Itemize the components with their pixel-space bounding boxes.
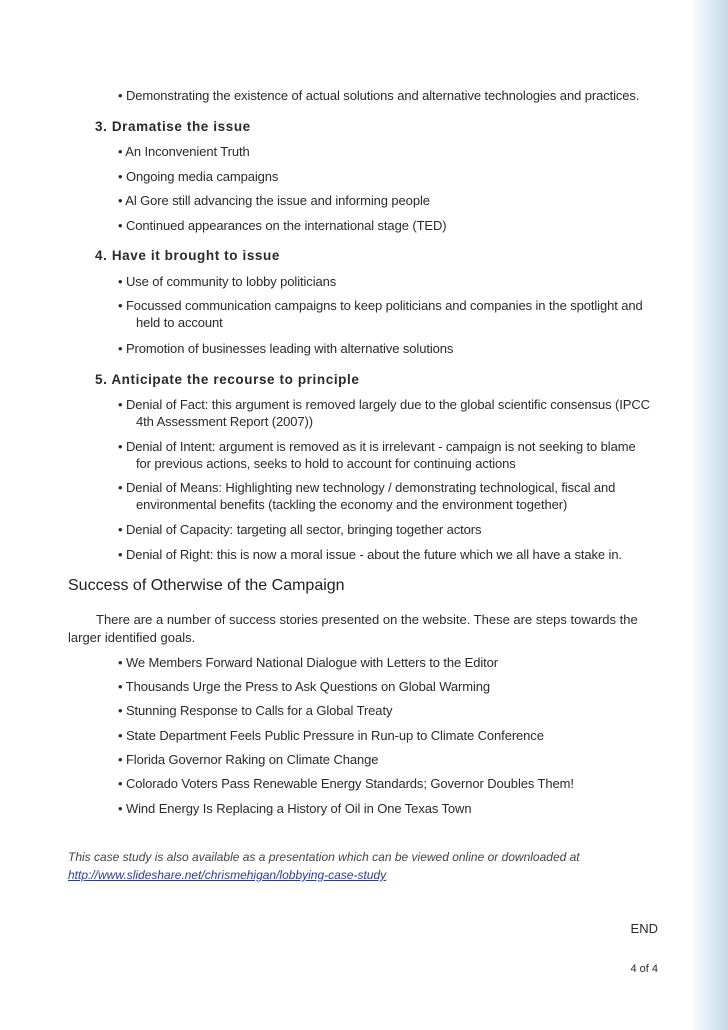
section-number: 5. bbox=[95, 372, 108, 387]
success-heading: Success of Otherwise of the Campaign bbox=[68, 577, 345, 594]
bullet-text: Continued appearances on the international stage (TED) bbox=[125, 218, 447, 233]
bullet-text-continued: 4th Assessment Report (2007)) bbox=[136, 414, 314, 429]
section-heading bbox=[95, 372, 359, 387]
bullet-glyph: • bbox=[118, 439, 123, 454]
story-text: We Members Forward National Dialogue with Letters to the Editor bbox=[125, 655, 499, 670]
end-marker: END bbox=[630, 921, 658, 936]
bullet-item bbox=[118, 297, 676, 331]
bullet-item bbox=[118, 217, 676, 234]
bullet-glyph: • bbox=[118, 703, 123, 718]
story-text: Thousands Urge the Press to Ask Questions on Global Warming bbox=[125, 679, 491, 694]
bullet-glyph: • bbox=[118, 776, 123, 791]
bullet-item bbox=[118, 143, 676, 160]
story-item bbox=[118, 727, 676, 744]
bullet-glyph: • bbox=[118, 193, 123, 208]
bullet-glyph: • bbox=[118, 752, 123, 767]
bullet-text: Denial of Right: this is now a moral issue - about the future which we all have a stake in. bbox=[125, 547, 622, 562]
story-item bbox=[118, 654, 676, 671]
bullet-text: Demonstrating the existence of actual solutions and alternative technologies and practices. bbox=[125, 88, 640, 103]
bullet-glyph: • bbox=[118, 341, 123, 356]
bullet-item bbox=[118, 479, 676, 513]
bullet-glyph: • bbox=[118, 801, 123, 816]
story-text: Colorado Voters Pass Renewable Energy Standards; Governor Doubles Them! bbox=[125, 776, 574, 791]
bullet-text: Use of community to lobby politicians bbox=[125, 274, 337, 289]
bullet-item bbox=[118, 168, 676, 185]
story-text: Florida Governor Raking on Climate Change bbox=[125, 752, 379, 767]
slideshare-link[interactable]: http://www.slideshare.net/chrismehigan/lobbying-case-study bbox=[68, 868, 387, 882]
bullet-text: Focussed communication campaigns to keep politicians and companies in the spotlight and bbox=[125, 298, 643, 313]
bullet-item bbox=[118, 340, 676, 357]
page-indicator: 4 of 4 bbox=[630, 963, 658, 975]
story-item bbox=[118, 775, 676, 792]
bullet-item bbox=[118, 396, 676, 430]
bullet-glyph: • bbox=[118, 679, 123, 694]
bullet-glyph: • bbox=[118, 88, 123, 103]
note-text: This case study is also available as a presentation which can be viewed online or downloaded at bbox=[68, 850, 580, 864]
story-item bbox=[118, 702, 676, 719]
bullet-text: Denial of Fact: this argument is removed largely due to the global scientific consensus (IPCC bbox=[125, 397, 650, 412]
story-item bbox=[118, 678, 676, 695]
bullet-text: Ongoing media campaigns bbox=[125, 169, 279, 184]
bullet-glyph: • bbox=[118, 655, 123, 670]
bullet-text: Denial of Intent: argument is removed as it is irrelevant - campaign is not seeking to blame bbox=[125, 439, 636, 454]
bullet-glyph: • bbox=[118, 298, 123, 313]
bullet-item bbox=[118, 438, 676, 472]
story-text: State Department Feels Public Pressure in Run-up to Climate Conference bbox=[125, 728, 544, 743]
bullet-item bbox=[118, 273, 676, 290]
bullet-text: Denial of Capacity: targeting all sector, bringing together actors bbox=[125, 522, 482, 537]
story-item bbox=[118, 751, 676, 768]
section-title: Have it brought to issue bbox=[111, 248, 280, 263]
section-number: 4. bbox=[95, 248, 108, 263]
story-item bbox=[118, 800, 676, 817]
bullet-text: Al Gore still advancing the issue and informing people bbox=[125, 193, 430, 208]
bullet-item bbox=[118, 87, 676, 104]
bullet-glyph: • bbox=[118, 480, 123, 495]
bullet-item bbox=[118, 546, 676, 563]
bullet-glyph: • bbox=[118, 169, 123, 184]
bullet-text: Denial of Means: Highlighting new technology / demonstrating technological, fiscal and bbox=[125, 480, 616, 495]
bullet-text-continued: for previous actions, seeks to hold to account for continuing actions bbox=[136, 456, 516, 471]
section-heading bbox=[95, 119, 251, 134]
story-text: Wind Energy Is Replacing a History of Oil in One Texas Town bbox=[125, 801, 472, 816]
bullet-glyph: • bbox=[118, 144, 123, 159]
story-text: Stunning Response to Calls for a Global Treaty bbox=[125, 703, 393, 718]
page-edge-gradient bbox=[690, 0, 728, 1030]
bullet-text-continued: environmental benefits (tackling the economy and the environment together) bbox=[136, 497, 568, 512]
success-intro: There are a number of success stories presented on the website. These are steps towards the larger identified goals. bbox=[68, 612, 638, 645]
bullet-glyph: • bbox=[118, 547, 123, 562]
bullet-glyph: • bbox=[118, 522, 123, 537]
section-heading bbox=[95, 248, 280, 263]
bullet-glyph: • bbox=[118, 397, 123, 412]
presentation-note bbox=[68, 848, 658, 884]
bullet-item bbox=[118, 521, 676, 538]
bullet-text-continued: held to account bbox=[136, 315, 223, 330]
section-title: Dramatise the issue bbox=[111, 119, 251, 134]
bullet-text: Promotion of businesses leading with alternative solutions bbox=[125, 341, 454, 356]
section-number: 3. bbox=[95, 119, 108, 134]
bullet-glyph: • bbox=[118, 274, 123, 289]
bullet-text: An Inconvenient Truth bbox=[125, 144, 250, 159]
bullet-glyph: • bbox=[118, 218, 123, 233]
bullet-item bbox=[118, 192, 676, 209]
section-title: Anticipate the recourse to principle bbox=[111, 372, 360, 387]
bullet-glyph: • bbox=[118, 728, 123, 743]
